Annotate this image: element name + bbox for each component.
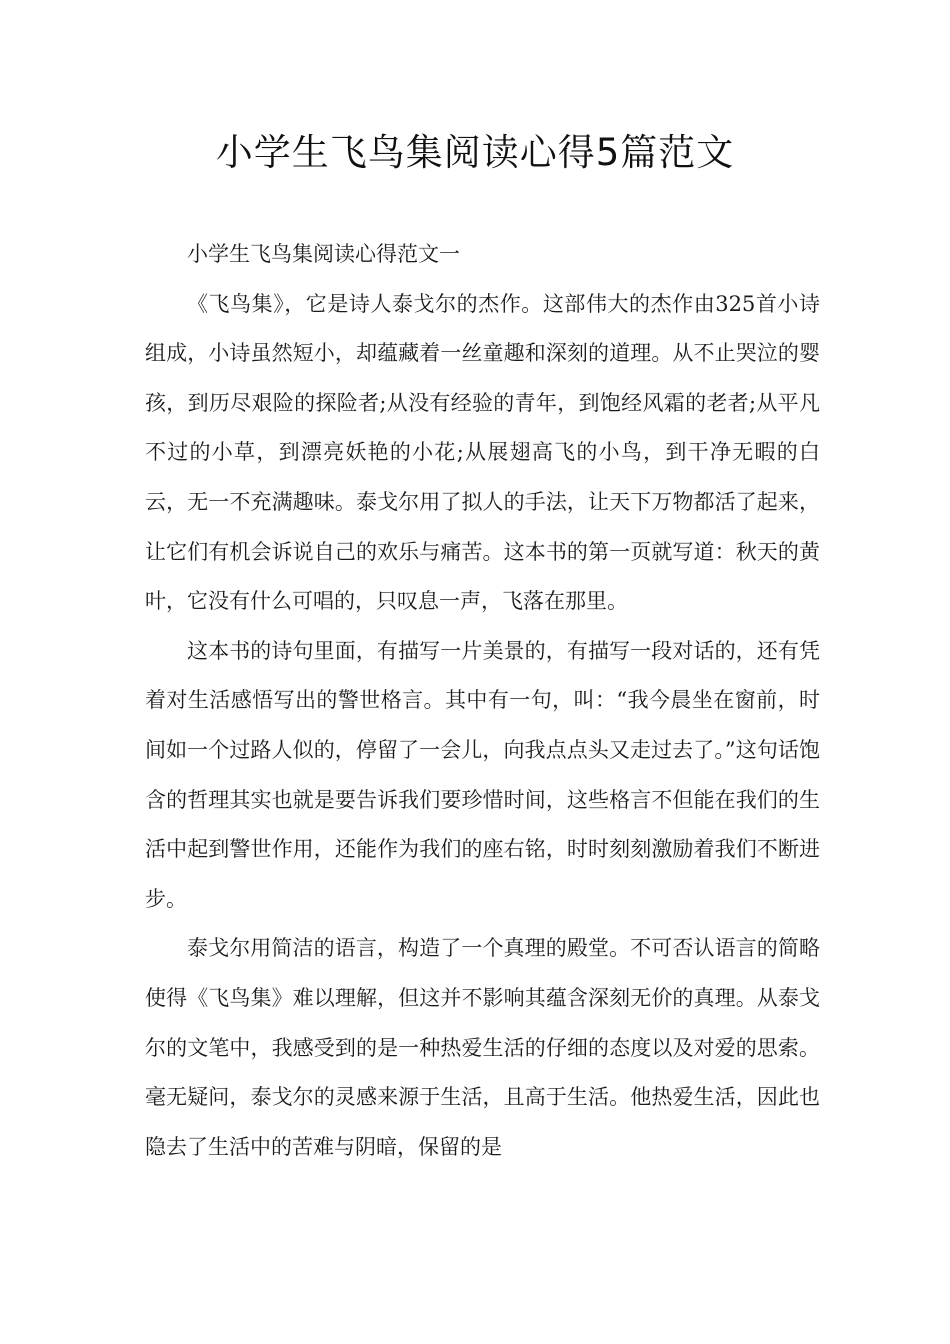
- paragraph-1: 《飞鸟集》，它是诗人泰戈尔的杰作。这部伟大的杰作由325首小诗组成，小诗虽然短小，却蕴藏着一丝童趣和深刻的道理。从不止哭泣的婴孩，到历尽艰险的探险者;从没有经验的青年，到饱经风霜的老者;从平凡不过的小草，到漂亮妖艳的小花;从展翅高飞的小鸟，到干净无暇的白云，无一不充满趣味。泰戈尔用了拟人的手法，让天下万物都活了起来，让它们有机会诉说自己的欢乐与痛苦。这本书的第一页就写道：秋天的黄叶，它没有什么可唱的，只叹息一声，飞落在那里。: [145, 291, 820, 614]
- document-title: 小学生飞鸟集阅读心得5篇范文: [215, 131, 735, 174]
- section-heading: 小学生飞鸟集阅读心得范文一: [187, 242, 460, 266]
- paragraph-3: 泰戈尔用简洁的语言，构造了一个真理的殿堂。不可否认语言的简略使得《飞鸟集》难以理解，但这并不影响其蕴含深刻无价的真理。从泰戈尔的文笔中，我感受到的是一种热爱生活的仔细的态度以及对爱的思索。毫无疑问，泰戈尔的灵感来源于生活，且高于生活。他热爱生活，因此也隐去了生活中的苦难与阴暗，保留的是: [145, 936, 820, 1159]
- document-body: [145, 230, 820, 1172]
- paragraph-2: 这本书的诗句里面，有描写一片美景的，有描写一段对话的，还有凭着对生活感悟写出的警世格言。其中有一句，叫：“我今晨坐在窗前，时间如一个过路人似的，停留了一会儿，向我点点头又走过去了。”这句话饱含的哲理其实也就是要告诉我们要珍惜时间，这些格言不但能在我们的生活中起到警世作用，还能作为我们的座右铭，时时刻刻激励着我们不断进步。: [145, 638, 820, 911]
